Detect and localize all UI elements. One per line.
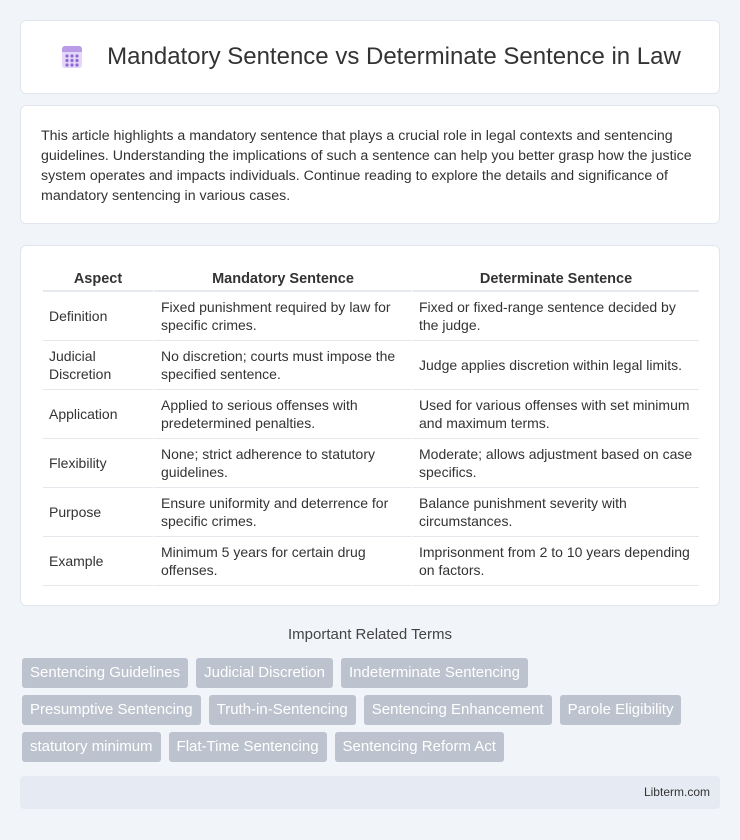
term-tag[interactable]: Truth-in-Sentencing (209, 695, 356, 725)
cell-determinate: Moderate; allows adjustment based on case specifics. (411, 439, 699, 488)
term-tag[interactable]: statutory minimum (22, 732, 161, 762)
table-row (43, 292, 699, 341)
term-tag[interactable]: Indeterminate Sentencing (341, 658, 528, 688)
intro-card (20, 105, 720, 224)
cell-aspect: Purpose (43, 488, 153, 537)
table-header-row (43, 266, 699, 292)
calculator-icon (59, 44, 85, 70)
term-row (22, 732, 722, 762)
table-row (43, 537, 699, 586)
table-row (43, 439, 699, 488)
cell-mandatory: Ensure uniformity and deterrence for specific crimes. (153, 488, 411, 537)
header-mandatory: Mandatory Sentence (153, 266, 411, 292)
header-determinate: Determinate Sentence (411, 266, 699, 292)
cell-determinate: Used for various offenses with set minimum and maximum terms. (411, 390, 699, 439)
table-row (43, 341, 699, 390)
cell-determinate: Imprisonment from 2 to 10 years depending on factors. (411, 537, 699, 586)
intro-text: This article highlights a mandatory sentence that plays a crucial role in legal contexts and sentencing guidelines. Understanding the implications of such a sentence can help you better grasp how the justice system operates and impacts individuals. Continue reading to explore the details and significance of mandatory sentencing in various cases. (41, 128, 692, 204)
table-row (43, 488, 699, 537)
page-title: Mandatory Sentence vs Determinate Sentence in Law (107, 43, 681, 70)
table-row (43, 390, 699, 439)
header-card (20, 20, 720, 94)
cell-aspect: Example (43, 537, 153, 586)
cell-mandatory: None; strict adherence to statutory guidelines. (153, 439, 411, 488)
header-aspect: Aspect (43, 266, 153, 292)
cell-aspect: Definition (43, 292, 153, 341)
term-tag[interactable]: Sentencing Enhancement (364, 695, 552, 725)
related-terms-title: Important Related Terms (288, 626, 452, 643)
cell-determinate: Judge applies discretion within legal limits. (411, 341, 699, 390)
term-tag[interactable]: Presumptive Sentencing (22, 695, 201, 725)
cell-mandatory: Minimum 5 years for certain drug offenses. (153, 537, 411, 586)
term-row (22, 695, 722, 725)
term-tag[interactable]: Sentencing Reform Act (335, 732, 504, 762)
cell-aspect: Flexibility (43, 439, 153, 488)
cell-aspect: Judicial Discretion (43, 341, 153, 390)
comparison-table (43, 266, 699, 586)
cell-determinate: Balance punishment severity with circumstances. (411, 488, 699, 537)
cell-determinate: Fixed or fixed-range sentence decided by the judge. (411, 292, 699, 341)
term-tag[interactable]: Parole Eligibility (560, 695, 682, 725)
footer (20, 776, 720, 809)
term-tag[interactable]: Sentencing Guidelines (22, 658, 188, 688)
cell-mandatory: Applied to serious offenses with predetermined penalties. (153, 390, 411, 439)
comparison-table-card (20, 245, 720, 606)
cell-mandatory: No discretion; courts must impose the specified sentence. (153, 341, 411, 390)
cell-aspect: Application (43, 390, 153, 439)
cell-mandatory: Fixed punishment required by law for specific crimes. (153, 292, 411, 341)
term-tag[interactable]: Flat-Time Sentencing (169, 732, 327, 762)
footer-brand[interactable]: Libterm.com (643, 785, 710, 799)
related-terms (22, 658, 722, 769)
term-row (22, 658, 722, 688)
term-tag[interactable]: Judicial Discretion (196, 658, 333, 688)
